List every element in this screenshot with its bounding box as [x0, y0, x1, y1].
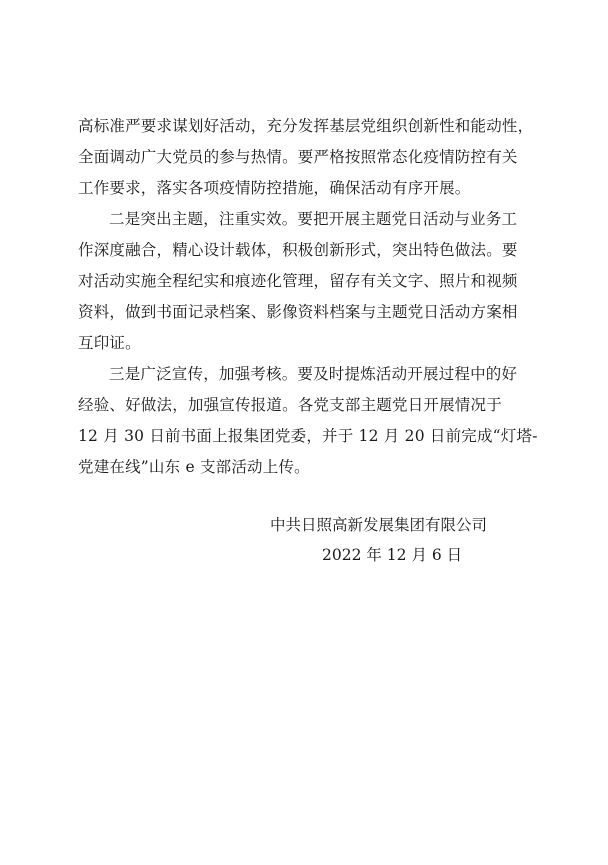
paragraph-line: 全面调动广大党员的参与热情。要严格按照常态化疫情防控有关 — [78, 148, 518, 166]
signature-date: 2022 年 12 月 6 日 — [322, 546, 463, 564]
document-body — [78, 111, 540, 483]
paragraph-line: 12 月 30 日前书面上报集团党委，并于 12 月 20 日前完成“灯塔- — [78, 427, 538, 445]
paragraph-line: 工作要求，落实各项疫情防控措施，确保活动有序开展。 — [78, 179, 471, 197]
paragraph-line: 三是广泛宣传，加强考核。要及时提炼活动开展过程中的好 — [109, 365, 518, 383]
signature-organization: 中共日照高新发展集团有限公司 — [270, 516, 488, 534]
signature-block — [270, 510, 530, 570]
paragraph-line: 党建在线”山东 e 支部活动上传。 — [78, 458, 310, 476]
paragraph-line: 资料，做到书面记录档案、影像资料档案与主题党日活动方案相 — [78, 303, 518, 321]
paragraph-line: 高标准严要求谋划好活动，充分发挥基层党组织创新性和能动性， — [78, 117, 534, 135]
paragraph-line: 经验、好做法，加强宣传报道。各党支部主题党日开展情况于 — [78, 396, 502, 414]
paragraph-line: 二是突出主题，注重实效。要把开展主题党日活动与业务工 — [109, 210, 518, 228]
paragraph-line: 互印证。 — [78, 334, 141, 352]
paragraph-line: 对活动实施全程纪实和痕迹化管理，留存有关文字、照片和视频 — [78, 272, 518, 290]
paragraph-line: 作深度融合，精心设计载体，积极创新形式，突出特色做法。要 — [78, 241, 518, 259]
